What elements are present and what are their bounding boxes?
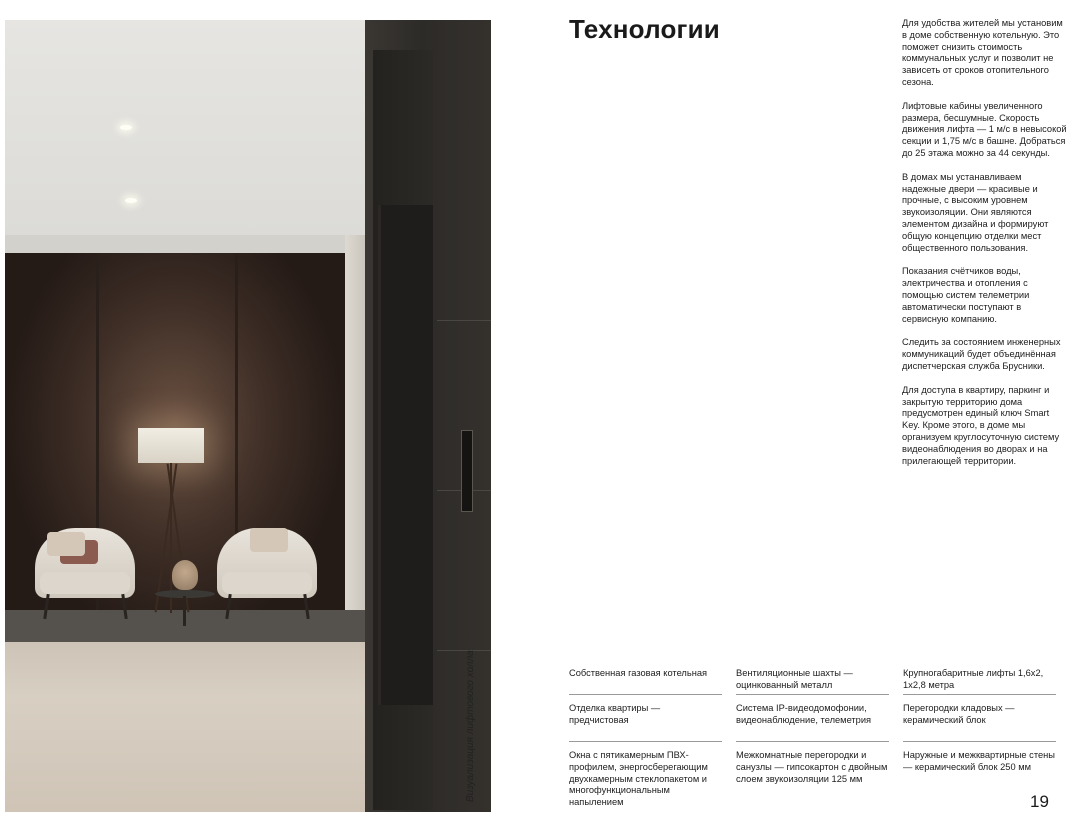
page-title: Технологии bbox=[569, 14, 720, 44]
armchair-right-seat bbox=[222, 572, 312, 594]
spec-item: Перегородки кладовых — керамический блок bbox=[903, 695, 1056, 742]
paragraph-lifts: Лифтовые кабины увеличенного размера, бесшумные. Скорость движения лифта — 1 м/с в невысокой секции и 1,75 м/с в башне. Добраться до 25 этажа можно за 44 секунды. bbox=[902, 100, 1067, 158]
pillow bbox=[47, 532, 85, 556]
pillow bbox=[250, 528, 288, 552]
spec-item: Вентиляционные шахты — оцинкованный металл bbox=[736, 668, 889, 695]
armchair-left-seat bbox=[40, 572, 130, 594]
description-column bbox=[902, 18, 1068, 479]
paragraph-smart-key: Для доступа в квартиру, паркинг и закрытую территорию дома предусмотрен единый ключ Smart Key. Кроме этого, в доме мы организуем круглосуточную систему видеонаблюдения во дворах и на прилегающей территории. bbox=[902, 384, 1060, 466]
spec-item: Собственная газовая котельная bbox=[569, 668, 722, 695]
ceiling-light bbox=[120, 125, 132, 130]
ceiling-light bbox=[125, 198, 137, 203]
specs-row bbox=[569, 742, 1056, 809]
table-leg bbox=[183, 596, 186, 626]
elevator-door-recess bbox=[378, 205, 433, 705]
paragraph-dispatch: Следить за состоянием инженерных коммуникаций будет объединённая диспетчерская служба Брусники. bbox=[902, 337, 1061, 371]
panel-seam bbox=[437, 320, 491, 321]
panel-seam bbox=[437, 650, 491, 651]
spec-item: Межкомнатные перегородки и санузлы — гипсокартон с двойным слоем звукоизоляции 125 мм bbox=[736, 750, 888, 784]
spec-item: Крупногабаритные лифты 1,6x2, 1x2,8 метра bbox=[903, 668, 1056, 695]
specs-row bbox=[569, 695, 1056, 742]
vase-with-flowers bbox=[172, 560, 198, 590]
side-wall bbox=[345, 235, 367, 635]
ceiling bbox=[5, 20, 395, 235]
wall-band bbox=[5, 235, 395, 253]
paragraph-boiler: Для удобства жителей мы установим в доме собственную котельную. Это поможет снизить стоимость коммунальных услуг и позволит не зависеть от сроков отопительного сезона. bbox=[902, 18, 1063, 87]
elevator-call-panel bbox=[461, 430, 473, 512]
paragraph-doors: В домах мы устанавливаем надежные двери — красивые и прочные, с высоким уровнем звукоизоляции. Они являются элементом дизайна и формируют общую концепцию отделки мест общественного пользования. bbox=[902, 171, 1049, 253]
floor bbox=[5, 620, 395, 812]
rug bbox=[5, 610, 370, 642]
page-number: 19 bbox=[1030, 792, 1049, 811]
spec-item: Система IP-видеодомофонии, видеонаблюдение, телеметрия bbox=[736, 695, 889, 742]
spec-item: Наружные и межквартирные стены — керамический блок 250 мм bbox=[903, 750, 1055, 772]
lift-hall-photo bbox=[5, 20, 491, 812]
paragraph-meters: Показания счётчиков воды, электричества и отопления с помощью систем телеметрии автоматически поступают в сервисную компанию. bbox=[902, 266, 1030, 324]
specs-table bbox=[569, 668, 1056, 809]
spec-item: Окна с пятикамерным ПВХ-профилем, энергосберегающим двухкамерным стеклопакетом и многофункциональным напылением bbox=[569, 750, 708, 808]
spec-item: Отделка квартиры — предчистовая bbox=[569, 695, 722, 742]
floor-lamp-shade bbox=[138, 428, 204, 463]
specs-row bbox=[569, 668, 1056, 695]
photo-caption: Визуализация лифтового холла bbox=[465, 650, 476, 802]
